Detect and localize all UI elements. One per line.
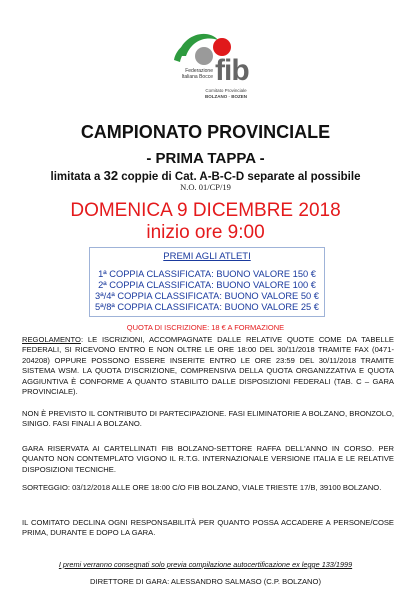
participation-limit xyxy=(0,168,411,183)
stage-subtitle: - PRIMA TAPPA - xyxy=(146,150,265,167)
limit-suffix: coppie di Cat. A-B-C-D separate al possibile xyxy=(118,171,361,183)
event-start-time: inizio ore 9:00 xyxy=(146,222,265,243)
race-director: DIRETTORE DI GARA: ALESSANDRO SALMASO (C.P. BOLZANO) xyxy=(90,577,321,586)
limit-prefix: limitata a xyxy=(50,171,104,183)
liability-paragraph: IL COMITATO DECLINA OGNI RESPONSABILITÀ PER QUANTO POSSA ACCADERE A PERSONE/COSE PRIMA, DURANTE E DOPO LA GARA. xyxy=(22,518,394,538)
prize-item: 2ª COPPIA CLASSIFICATA: BUONO VALORE 100 € xyxy=(98,280,316,290)
regulation-paragraph xyxy=(22,335,394,397)
prizes-title: PREMI AGLI ATLETI xyxy=(163,251,251,262)
committee-name xyxy=(195,88,257,99)
fib-wordmark: fib xyxy=(215,54,249,87)
document-number: N.O. 01/CP/19 xyxy=(180,182,231,192)
contribution-paragraph: NON È PREVISTO IL CONTRIBUTO DI PARTECIPAZIONE. FASI ELIMINATORIE A BOLZANO, BRONZOLO, SINIGO. FASI FINALI A BOLZANO. xyxy=(22,409,394,429)
federation-name xyxy=(173,68,213,80)
entry-fee: QUOTA DI ISCRIZIONE: 18 € A FORMAZIONE xyxy=(126,323,285,332)
logo-gray-ball xyxy=(195,47,213,65)
federation-line-2: Italiana Bocce xyxy=(181,74,213,80)
federation-line-1: Federazione xyxy=(185,68,213,74)
page-title: CAMPIONATO PROVINCIALE xyxy=(80,122,331,142)
prize-item: 5ª/8ª COPPIA CLASSIFICATA: BUONO VALORE 25 € xyxy=(95,302,319,312)
limit-number: 32 xyxy=(103,168,119,183)
prize-item: 3ª/4ª COPPIA CLASSIFICATA: BUONO VALORE 50 € xyxy=(95,291,319,301)
event-date: DOMENICA 9 DICEMBRE 2018 xyxy=(70,200,341,221)
draw-paragraph: SORTEGGIO: 03/12/2018 ALLE ORE 18:00 C/O FIB BOLZANO, VIALE TRIESTE 17/B, 39100 BOLZANO. xyxy=(22,483,382,492)
prizes-box xyxy=(89,247,325,317)
committee-line-2: BOLZANO · BOZEN xyxy=(205,93,247,99)
reserved-paragraph: GARA RISERVATA AI CARTELLINATI FIB BOLZANO-SETTORE RAFFA DELL'ANNO IN CORSO. PER QUANTO NON CONTEMPLATO VIGONO IL R.T.G. INTERNAZIONALE VERSIONE ITALIA E LE RELATIVE DISPOSIZIONI TECNICHE. xyxy=(22,444,394,474)
regulation-label: REGOLAMENTO xyxy=(22,335,81,344)
committee-line-1: Comitato Provinciale xyxy=(205,88,247,93)
prize-item: 1ª COPPIA CLASSIFICATA: BUONO VALORE 150 € xyxy=(98,269,316,279)
regulation-text: : LE ISCRIZIONI, ACCOMPAGNATE DALLE RELATIVE QUOTE COME DA TABELLE FEDERALI, SI RICEVONO ENTRO E NON OLTRE LE ORE 18:00 DEL 30/11/2018 TRAMITE FAX (0471-204208) OPPURE POSSONO ESSERE INSERITE ENTRO LE ORE 23:59 DEL 30/11/2018 TRAMITE SISTEMA WSM. LA QUOTA D'ISCRIZIONE, COMPRENSIVA DELLA QUOTA ORGANIZZATIVA E QUOTA AGGIUNTIVA È CONFORME A QUANTO STABILITO DALLE DISPOSIZIONI FEDERALI (TAB. C – GARA PROVINCIALE). xyxy=(22,335,394,397)
prize-note: I premi verranno consegnati solo previa compilazione autocertificazione ex legge 133/1999 xyxy=(58,560,353,569)
